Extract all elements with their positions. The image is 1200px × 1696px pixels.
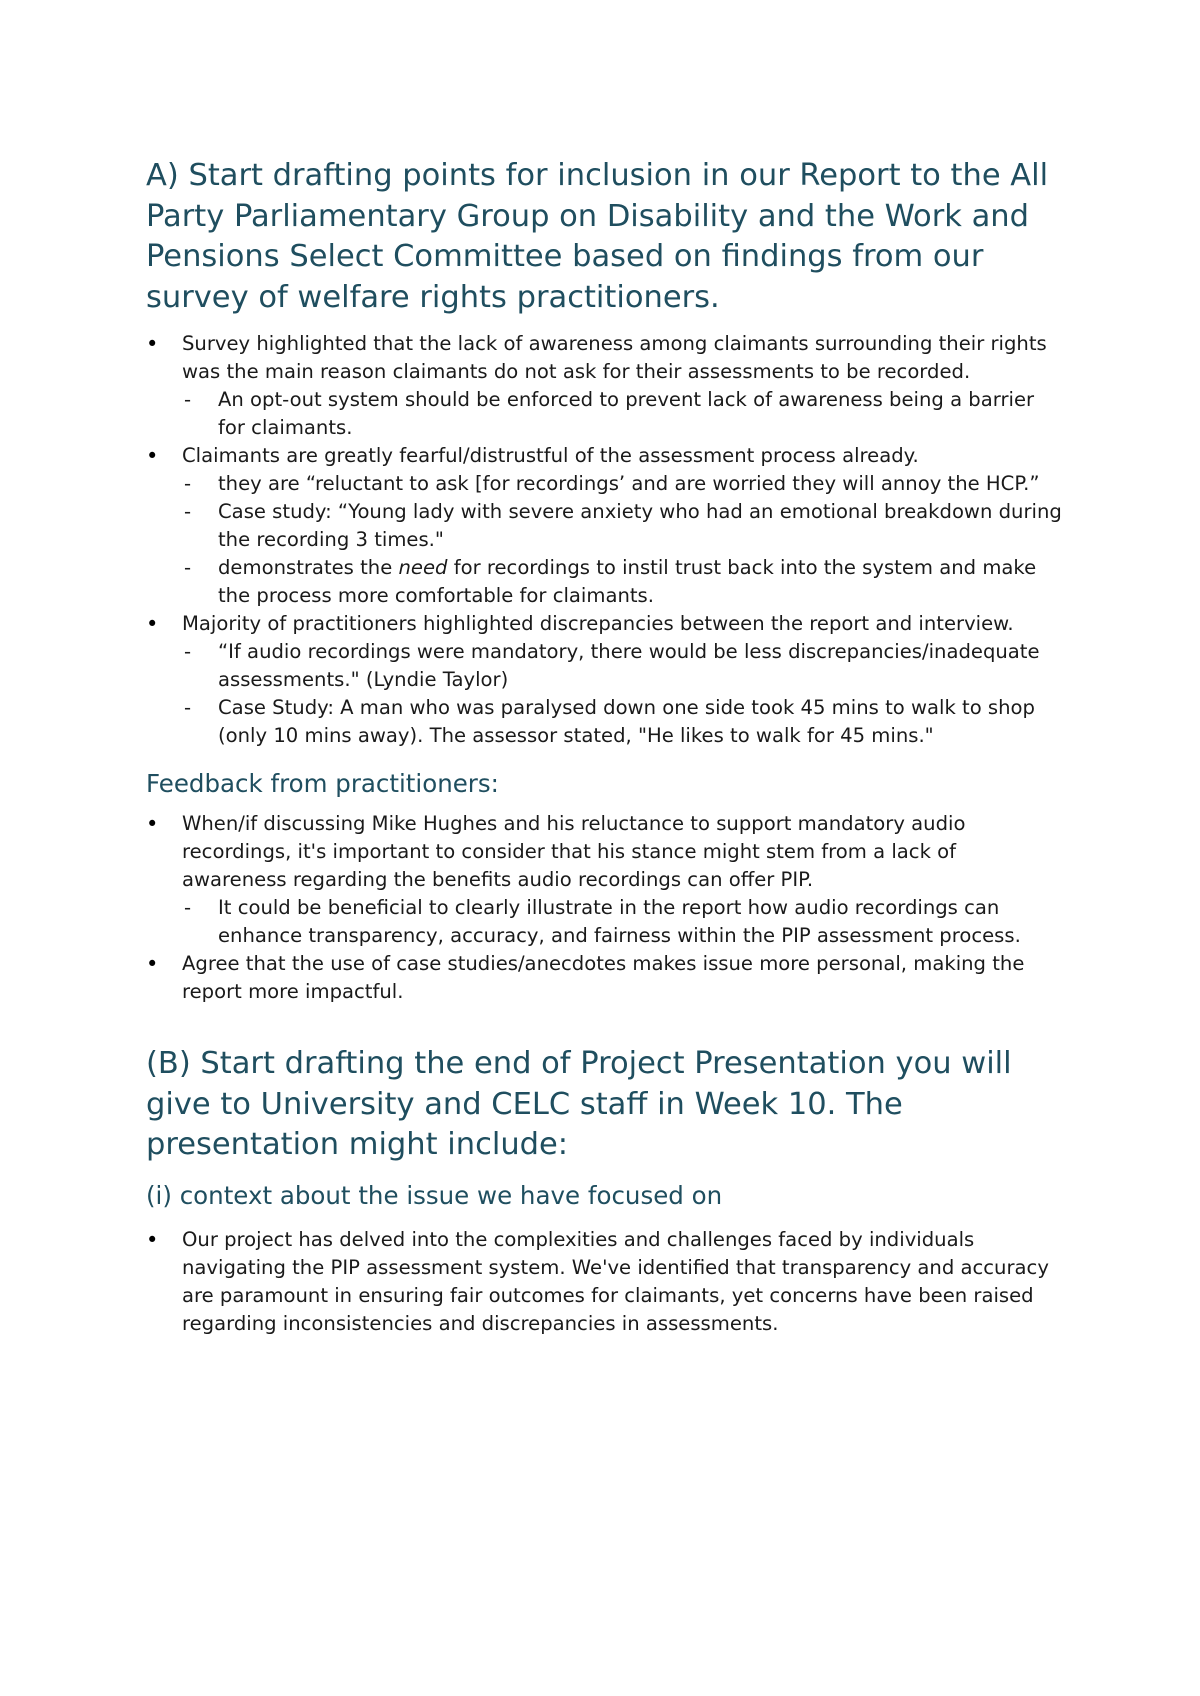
bullet-text: When/if discussing Mike Hughes and his reluctance to support mandatory audio recordings, it's important to consider that his stance might stem from a lack of awareness regarding the benefits audio recordings can offer PIP. <box>182 812 966 891</box>
sub-list-item: - Case study: “Young lady with severe anxiety who had an emotional breakdown during the recording 3 times." <box>182 498 1066 554</box>
bullet-text: Majority of practitioners highlighted discrepancies between the report and interview. <box>182 612 1014 635</box>
sub-list-item: - Case Study: A man who was paralysed down one side took 45 mins to walk to shop (only 10 mins away). The assessor stated, "He likes to walk for 45 mins." <box>182 694 1066 750</box>
sub-list-item: - It could be beneficial to clearly illustrate in the report how audio recordings can enhance transparency, accuracy, and fairness within the PIP assessment process. <box>182 894 1066 950</box>
bullet-text: Claimants are greatly fearful/distrustful of the assessment process already. <box>182 444 919 467</box>
sub-list <box>182 470 1066 610</box>
document-content <box>146 156 1066 1338</box>
section-b-heading: (B) Start drafting the end of Project Presentation you will give to University and CELC staff in Week 10. The presentation might include: <box>146 1046 1012 1162</box>
list-item <box>146 1226 1066 1338</box>
emphasis-text: need <box>398 556 448 579</box>
sub-list <box>182 386 1066 442</box>
list-item <box>146 950 1066 1006</box>
section-a-bullet-list <box>146 330 1066 750</box>
bullet-text: Agree that the use of case studies/anecdotes makes issue more personal, making the report more impactful. <box>182 952 1025 1003</box>
feedback-bullet-list <box>146 810 1066 1006</box>
sub-text-after: for recordings to instil trust back into the system and make the process more comfortable for claimants. <box>218 556 1037 607</box>
list-item <box>146 330 1066 442</box>
list-item <box>146 610 1066 750</box>
bullet-text: Our project has delved into the complexities and challenges faced by individuals navigating the PIP assessment system. We've identified that transparency and accuracy are paramount in ensuring fair outcomes for claimants, yet concerns have been raised regarding inconsistencies and discrepancies in assessments. <box>182 1227 1049 1335</box>
feedback-heading: Feedback from practitioners: <box>146 769 499 798</box>
section-a-heading: A) Start drafting points for inclusion in our Report to the All Party Parliamentary Group on Disability and the Work and Pensions Select Committee based on findings from our survey of welfare rights practitioners. <box>146 158 1049 315</box>
section-b-bullet-list <box>146 1226 1066 1338</box>
sub-list-item: - they are “reluctant to ask [for recordings’ and are worried they will annoy the HCP.” <box>182 470 1066 498</box>
bullet-text: Survey highlighted that the lack of awareness among claimants surrounding their rights was the main reason claimants do not ask for their assessments to be recorded. <box>182 332 1047 383</box>
list-item <box>146 810 1066 950</box>
list-item <box>146 442 1066 610</box>
sub-list-item: - An opt-out system should be enforced to prevent lack of awareness being a barrier for claimants. <box>182 386 1066 442</box>
sub-list <box>182 638 1066 750</box>
sub-list-item: - “If audio recordings were mandatory, there would be less discrepancies/inadequate assessments." (Lyndie Taylor) <box>182 638 1066 694</box>
sub-list <box>182 894 1066 950</box>
section-b-subheading: (i) context about the issue we have focused on <box>146 1180 723 1210</box>
sub-text-before: demonstrates the <box>218 556 399 579</box>
sub-list-item <box>182 554 1066 610</box>
